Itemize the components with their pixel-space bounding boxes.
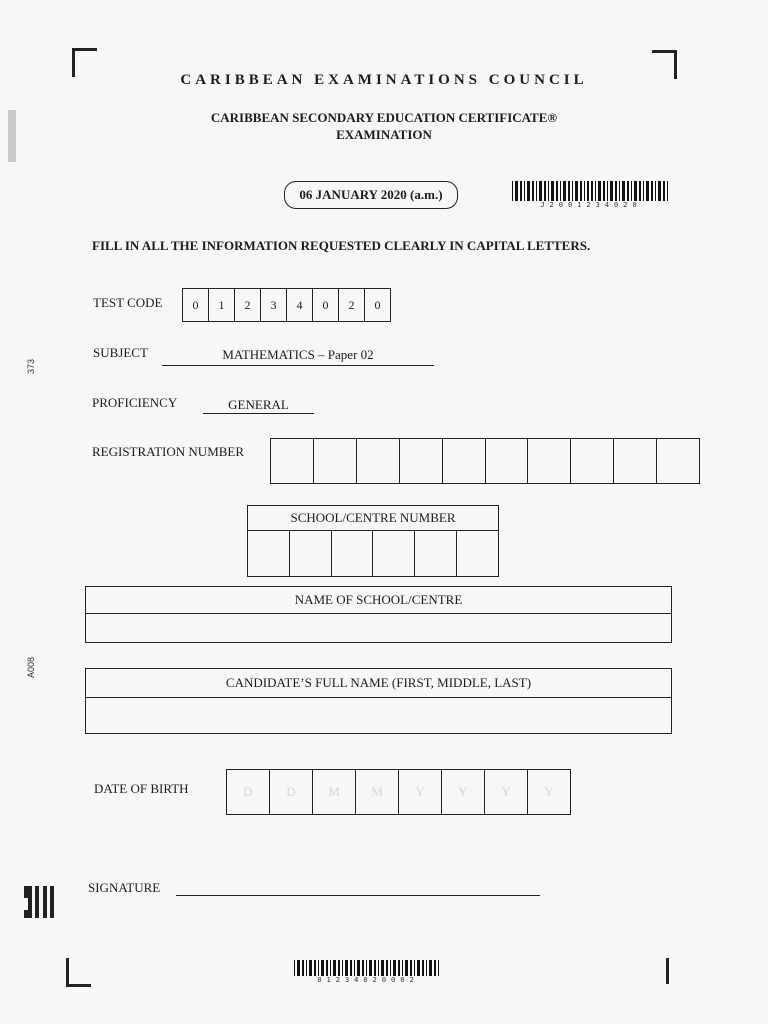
proficiency-label: PROFICIENCY [92,395,178,410]
barcode-bar [587,181,590,201]
school-centre-number-boxes[interactable] [248,531,498,576]
barcode-bar [350,960,352,976]
barcode-bar [560,181,561,201]
candidate-name-label: CANDIDATE’S FULL NAME (FIRST, MIDDLE, LAST) [86,669,671,698]
barcode-bar [417,960,420,976]
barcode-bar [651,181,653,201]
registration-digit-box[interactable] [614,439,657,483]
barcode-bar [374,960,376,976]
barcode-bar [362,960,364,976]
school-centre-digit-box[interactable] [290,531,332,576]
barcode-bar [390,960,391,976]
subject-field: MATHEMATICS – Paper 02 [162,347,434,366]
top-barcode-text: J2001234020 [540,201,642,209]
barcode-bar [414,960,415,976]
subject-label: SUBJECT [93,345,148,360]
barcode-bar [342,960,343,976]
test-code-digit: 0 [313,289,339,321]
barcode-bar [369,960,372,976]
signature-label: SIGNATURE [88,880,161,895]
exam-date: 06 JANUARY 2020 (a.m.) [284,181,458,209]
registration-digit-box[interactable] [486,439,529,483]
registration-digit-box[interactable] [528,439,571,483]
barcode-bar [595,181,596,201]
registration-digit-box[interactable] [657,439,699,483]
barcode-bar [357,960,360,976]
barcode-bar [631,181,632,201]
barcode-bar [658,181,661,201]
date-of-birth-digit-box[interactable]: Y [485,770,528,814]
barcode-bar [381,960,384,976]
test-code-label: TEST CODE [93,295,163,310]
barcode-bar [306,960,307,976]
barcode-bar [309,960,312,976]
barcode-bar [556,181,558,201]
date-of-birth-digit-box[interactable]: Y [442,770,485,814]
barcode-bar [398,960,400,976]
barcode-bar [575,181,578,201]
test-code-digit: 0 [374,297,381,312]
barcode-bar [627,181,629,201]
barcode-bar [655,181,656,201]
barcode-bar [622,181,625,201]
barcode-bar [551,181,554,201]
test-code-digit: 4 [287,289,313,321]
school-name-label: NAME OF SCHOOL/CENTRE [86,587,671,614]
school-centre-digit-box[interactable] [248,531,290,576]
test-code-boxes [182,288,391,322]
top-barcode [512,181,670,209]
barcode-bar [643,181,644,201]
barcode-bar [646,181,649,201]
barcode-bar [610,181,613,201]
barcode-bar [438,960,439,976]
barcode-bar [386,960,388,976]
barcode-bar [410,960,412,976]
side-code-bottom: A008 [26,656,36,678]
barcode-bar [615,181,617,201]
barcode-bar [536,181,537,201]
barcode-bar [584,181,585,201]
date-of-birth-digit-box[interactable]: Y [544,784,554,799]
examination-title: EXAMINATION [336,127,432,142]
school-centre-number-box [247,505,499,577]
barcode-bar [520,181,522,201]
school-centre-digit-box[interactable] [457,531,498,576]
test-code-digit: 0 [183,289,209,321]
barcode-bar [598,181,601,201]
test-code-digit: 2 [235,289,261,321]
school-centre-digit-box[interactable] [332,531,374,576]
registration-digit-box[interactable] [314,439,357,483]
barcode-bar [393,960,396,976]
certificate-title: CARIBBEAN SECONDARY EDUCATION CERTIFICATE® [210,110,558,125]
barcode-bar [405,960,408,976]
registration-digit-box[interactable] [400,439,443,483]
barcode-bar [607,181,608,201]
barcode-bar [544,181,546,201]
barcode-bar [338,960,340,976]
bottom-barcode [294,960,442,984]
barcode-bar [297,960,300,976]
barcode-bar [515,181,518,201]
barcode-bar [330,960,331,976]
barcode-bar [318,960,319,976]
barcode-bar [321,960,324,976]
registration-digit-box[interactable] [571,439,614,483]
barcode-bar [563,181,566,201]
barcode-bar [603,181,605,201]
registration-digit-box[interactable] [443,439,486,483]
barcode-bar [294,960,295,976]
barcode-bar [619,181,620,201]
school-centre-digit-box[interactable] [373,531,415,576]
barcode-bar [434,960,436,976]
test-code-digit: 1 [209,289,235,321]
council-title: CARIBBEAN EXAMINATIONS COUNCIL [180,72,588,88]
barcode-bar [345,960,348,976]
qr-module [50,914,54,918]
barcode-bar [422,960,424,976]
school-name-field[interactable] [86,614,671,642]
corner-mark-bottom-right [666,958,669,984]
proficiency-field: GENERAL [203,397,314,414]
barcode-bar [527,181,530,201]
barcode-bar [663,181,665,201]
barcode-bar [568,181,570,201]
barcode-bar [426,960,427,976]
school-centre-digit-box[interactable] [415,531,457,576]
barcode-bar [354,960,355,976]
corner-mark-bottom-left [66,958,91,987]
candidate-name-field[interactable] [86,698,671,733]
registration-number-boxes[interactable] [270,438,700,484]
registration-number-label: REGISTRATION NUMBER [92,444,245,459]
signature-line[interactable] [176,895,540,896]
bottom-barcode-text: 01234020002 [317,976,419,984]
barcode-bar [378,960,379,976]
barcode-bar [580,181,582,201]
barcode-bar [591,181,593,201]
barcode-bar [429,960,432,976]
barcode-bar [572,181,573,201]
barcode-bar [314,960,316,976]
date-of-birth-digit-box[interactable]: M [313,770,356,814]
instruction-text: FILL IN ALL THE INFORMATION REQUESTED CLEARLY IN CAPITAL LETTERS. [92,238,591,253]
barcode-bar [667,181,668,201]
date-of-birth-digit-box[interactable]: D [227,770,270,814]
school-centre-number-label: SCHOOL/CENTRE NUMBER [248,506,498,531]
date-of-birth-digit-box[interactable]: M [356,770,399,814]
registration-digit-box[interactable] [357,439,400,483]
candidate-name-box [85,668,672,734]
barcode-bar [524,181,525,201]
barcode-bar [539,181,542,201]
registration-digit-box[interactable] [271,439,314,483]
barcode-bar [532,181,534,201]
barcode-bar [639,181,641,201]
date-of-birth-digit-box[interactable]: Y [399,770,442,814]
barcode-bar [634,181,637,201]
barcode-bar [402,960,403,976]
date-of-birth-boxes[interactable] [226,769,571,815]
test-code-digit: 2 [339,289,365,321]
date-of-birth-digit-box[interactable]: D [270,770,313,814]
barcode-bar [548,181,549,201]
barcode-bar [333,960,336,976]
barcode-bar [366,960,367,976]
test-code-digit: 3 [261,289,287,321]
barcode-bar [326,960,328,976]
barcode-bar [512,181,513,201]
barcode-bar [302,960,304,976]
side-code-top: 373 [26,358,36,374]
school-name-box [85,586,672,643]
date-of-birth-label: DATE OF BIRTH [94,781,189,796]
qr-code [24,886,54,918]
